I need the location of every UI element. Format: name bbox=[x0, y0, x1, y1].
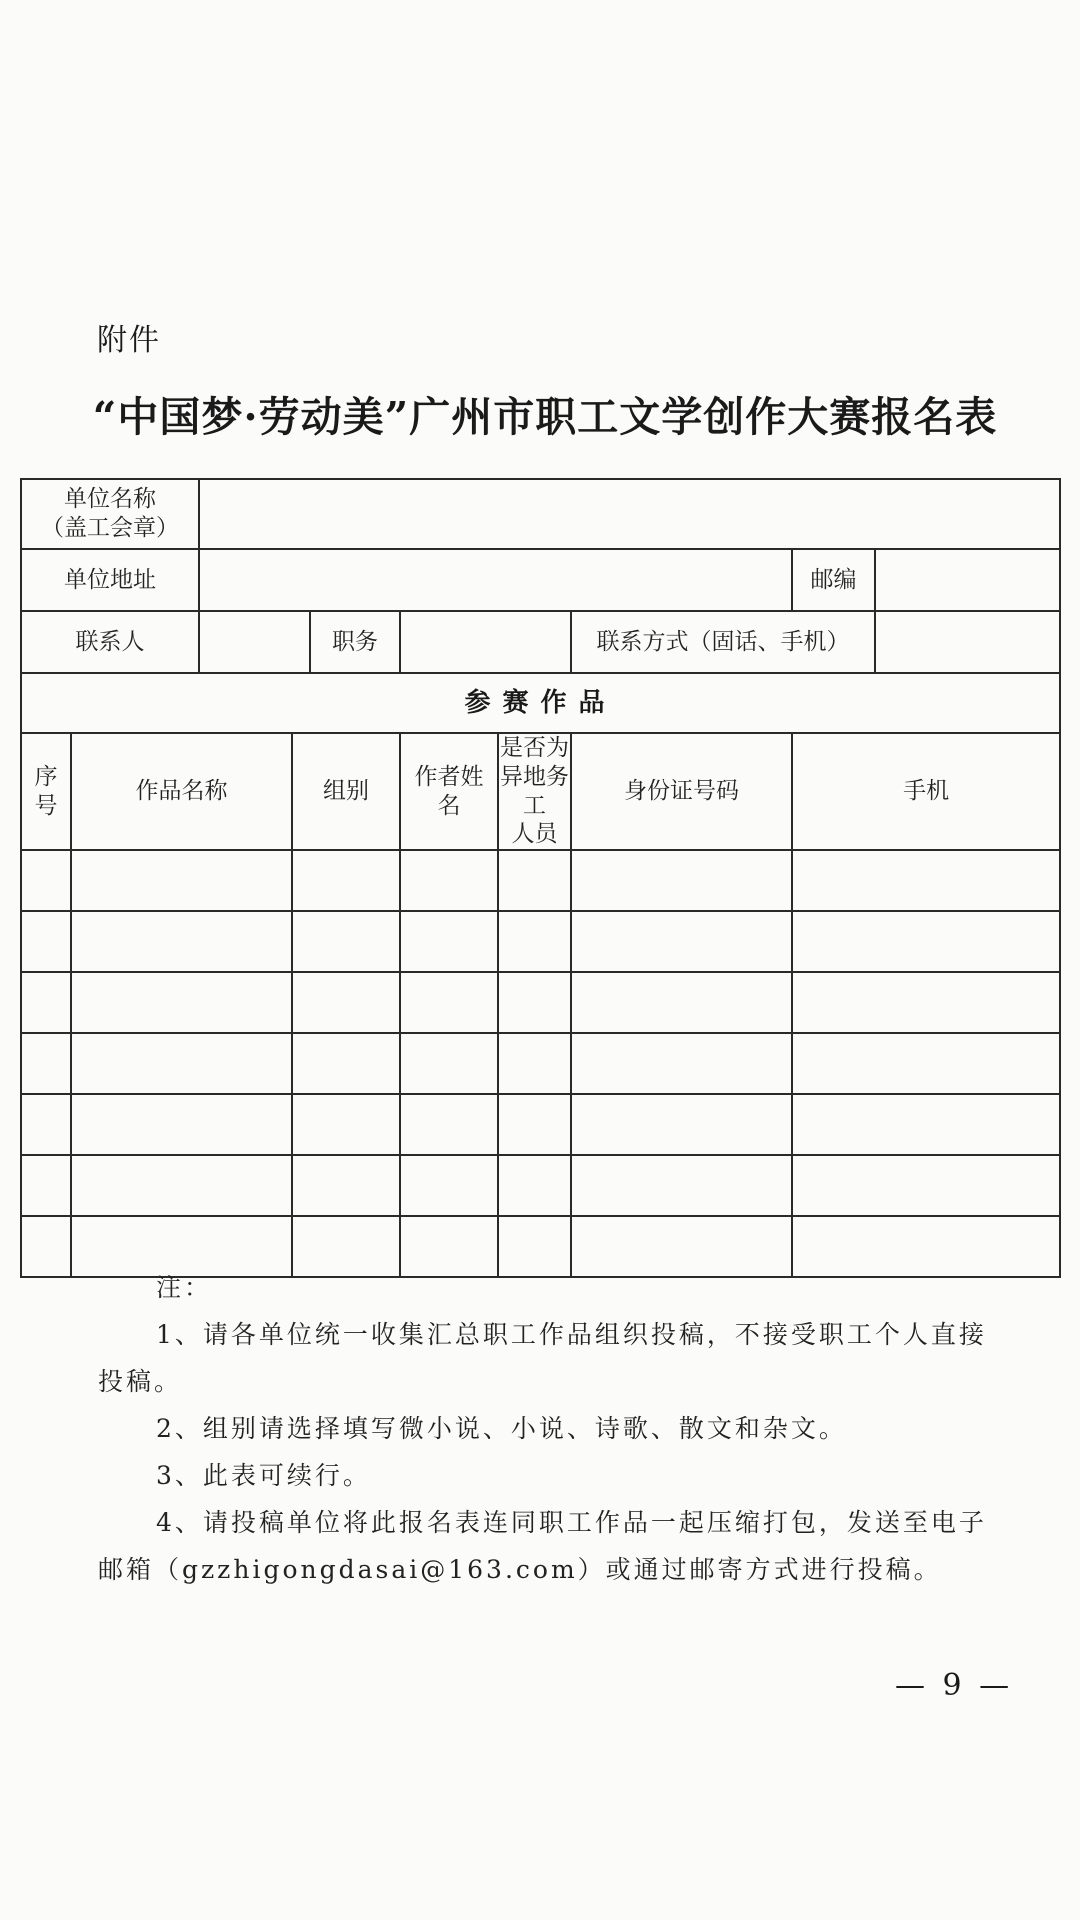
unit-name-row bbox=[21, 479, 1060, 549]
unit-name-field[interactable] bbox=[199, 479, 1060, 549]
notes-heading: 注： bbox=[156, 1273, 213, 1302]
registration-form-table bbox=[20, 478, 1061, 1278]
author-cell[interactable] bbox=[400, 850, 498, 911]
contact-person-label: 联系人 bbox=[21, 611, 199, 673]
column-header-group: 组别 bbox=[292, 733, 400, 850]
note-item-4-continued: 邮箱（gzzhigongdasai@163.com）或通过邮寄方式进行投稿。 bbox=[98, 1555, 942, 1584]
serial-cell[interactable] bbox=[21, 1155, 71, 1216]
serial-header-line1: 序 bbox=[34, 763, 58, 790]
migrant-cell[interactable] bbox=[498, 972, 571, 1033]
table-row bbox=[21, 972, 1060, 1033]
mobile-cell[interactable] bbox=[792, 850, 1060, 911]
migrant-cell[interactable] bbox=[498, 1033, 571, 1094]
work-name-cell[interactable] bbox=[71, 1155, 292, 1216]
contact-person-field[interactable] bbox=[199, 611, 310, 673]
section-title: 参赛作品 bbox=[21, 673, 1060, 733]
column-header-work-name: 作品名称 bbox=[71, 733, 292, 850]
group-cell[interactable] bbox=[292, 1155, 400, 1216]
id-number-cell[interactable] bbox=[571, 911, 792, 972]
migrant-cell[interactable] bbox=[498, 1155, 571, 1216]
serial-cell[interactable] bbox=[21, 1216, 71, 1277]
note-item-2: 2、组别请选择填写微小说、小说、诗歌、散文和杂文。 bbox=[156, 1414, 847, 1443]
note-item-4: 4、请投稿单位将此报名表连同职工作品一起压缩打包，发送至电子 bbox=[156, 1508, 987, 1537]
id-number-cell[interactable] bbox=[571, 850, 792, 911]
section-title-row bbox=[21, 673, 1060, 733]
notes-section bbox=[98, 1264, 1008, 1593]
author-cell[interactable] bbox=[400, 1094, 498, 1155]
table-row bbox=[21, 850, 1060, 911]
page-number: — 9 — bbox=[895, 1668, 1014, 1703]
serial-cell[interactable] bbox=[21, 911, 71, 972]
position-field[interactable] bbox=[400, 611, 571, 673]
work-name-cell[interactable] bbox=[71, 850, 292, 911]
group-cell[interactable] bbox=[292, 1094, 400, 1155]
unit-address-field[interactable] bbox=[199, 549, 792, 611]
author-cell[interactable] bbox=[400, 972, 498, 1033]
column-header-serial bbox=[21, 733, 71, 850]
column-header-author bbox=[400, 733, 498, 850]
id-number-cell[interactable] bbox=[571, 972, 792, 1033]
note-item-1: 1、请各单位统一收集汇总职工作品组织投稿，不接受职工个人直接 bbox=[156, 1320, 987, 1349]
mobile-cell[interactable] bbox=[792, 1094, 1060, 1155]
unit-address-row bbox=[21, 549, 1060, 611]
group-cell[interactable] bbox=[292, 1033, 400, 1094]
attachment-label: 附件 bbox=[97, 323, 161, 358]
group-cell[interactable] bbox=[292, 850, 400, 911]
contact-method-label: 联系方式（固话、手机） bbox=[571, 611, 875, 673]
column-header-migrant bbox=[498, 733, 571, 850]
id-number-cell[interactable] bbox=[571, 1155, 792, 1216]
table-row bbox=[21, 911, 1060, 972]
serial-cell[interactable] bbox=[21, 1033, 71, 1094]
work-name-cell[interactable] bbox=[71, 911, 292, 972]
author-header-line2: 名 bbox=[437, 792, 461, 819]
author-cell[interactable] bbox=[400, 911, 498, 972]
group-cell[interactable] bbox=[292, 972, 400, 1033]
note-item-1-continued: 投稿。 bbox=[98, 1367, 183, 1396]
page-title: “中国梦·劳动美”广州市职工文学创作大赛报名表 bbox=[92, 393, 998, 441]
migrant-cell[interactable] bbox=[498, 850, 571, 911]
work-name-cell[interactable] bbox=[71, 1094, 292, 1155]
serial-cell[interactable] bbox=[21, 850, 71, 911]
serial-cell[interactable] bbox=[21, 1094, 71, 1155]
id-number-cell[interactable] bbox=[571, 1094, 792, 1155]
table-row bbox=[21, 1094, 1060, 1155]
migrant-header-line1: 是否为 bbox=[500, 735, 569, 761]
author-cell[interactable] bbox=[400, 1155, 498, 1216]
contact-method-field[interactable] bbox=[875, 611, 1060, 673]
author-header-line1: 作者姓 bbox=[414, 763, 484, 790]
mobile-cell[interactable] bbox=[792, 911, 1060, 972]
unit-name-label: 单位名称 bbox=[64, 486, 156, 513]
note-item-3: 3、此表可续行。 bbox=[156, 1461, 371, 1490]
migrant-header-line2: 异地务工 bbox=[500, 763, 569, 819]
work-name-cell[interactable] bbox=[71, 972, 292, 1033]
work-name-cell[interactable] bbox=[71, 1033, 292, 1094]
unit-name-label-cell bbox=[21, 479, 199, 549]
migrant-cell[interactable] bbox=[498, 911, 571, 972]
contact-row bbox=[21, 611, 1060, 673]
table-row bbox=[21, 1033, 1060, 1094]
mobile-cell[interactable] bbox=[792, 1155, 1060, 1216]
migrant-header-line3: 人员 bbox=[511, 821, 558, 848]
postcode-label: 邮编 bbox=[792, 549, 875, 611]
mobile-cell[interactable] bbox=[792, 972, 1060, 1033]
column-header-id-number: 身份证号码 bbox=[571, 733, 792, 850]
migrant-cell[interactable] bbox=[498, 1094, 571, 1155]
table-row bbox=[21, 1155, 1060, 1216]
group-cell[interactable] bbox=[292, 911, 400, 972]
serial-cell[interactable] bbox=[21, 972, 71, 1033]
unit-name-sublabel: （盖工会章） bbox=[41, 515, 179, 541]
unit-address-label: 单位地址 bbox=[21, 549, 199, 611]
author-cell[interactable] bbox=[400, 1033, 498, 1094]
serial-header-line2: 号 bbox=[34, 792, 58, 819]
entries-header-row bbox=[21, 733, 1060, 850]
mobile-cell[interactable] bbox=[792, 1033, 1060, 1094]
id-number-cell[interactable] bbox=[571, 1033, 792, 1094]
column-header-mobile: 手机 bbox=[792, 733, 1060, 850]
postcode-field[interactable] bbox=[875, 549, 1060, 611]
position-label: 职务 bbox=[310, 611, 400, 673]
